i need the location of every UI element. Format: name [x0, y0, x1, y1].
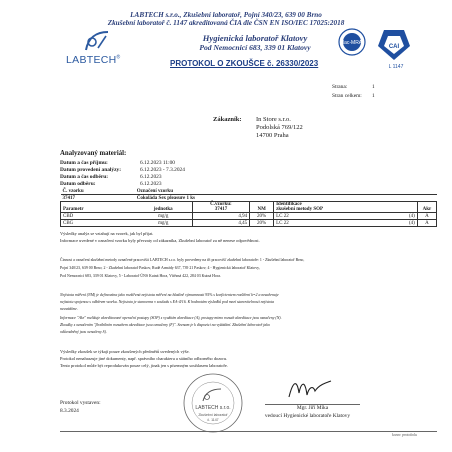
address-note-2: Pojní 340/23, 639 00 Brno; 2 - Zkušební laboratoř Paskov, Rudé Armády 637, 739 21 Paskov; 4 - Hygienická laboratoř Klatovy, [60, 266, 260, 270]
row-unit: mg/g [135, 212, 192, 219]
header-line-2: Zkušební laboratoř č. 1147 akreditovaná ČIA dle ČSN EN ISO/IEC 17025:2018 [107, 19, 345, 27]
customer-city: 14700 Praha [256, 132, 289, 139]
signer-role: vedoucí Hygienické laboratoře Klatovy [264, 413, 351, 419]
pages-total-label: Stran celkem: [332, 93, 362, 99]
row-unit: mg/g [135, 219, 192, 226]
material-title: Analyzovaný materiál: [60, 150, 127, 157]
row-value: 4,94 [192, 212, 249, 219]
labtech-logo-text: LABTECH® [66, 54, 121, 66]
row-param: CBG [61, 219, 135, 226]
accreditation-note-2: Zkoušky s označením "flexibilním rozsahem akreditace jsou označeny (F)". Seznam je k dispozici na vyžádání. Zkušební laboratoř jako [60, 323, 270, 327]
page-value: 1 [372, 84, 375, 90]
results-table [60, 187, 437, 227]
accreditation-marks [336, 26, 416, 70]
protocol-title: PROTOKOL O ZKOUŠCE č. 26330/2023 [170, 59, 319, 68]
footer-divider [60, 431, 437, 432]
sampling-time-label: Datum a čas odběru: [60, 174, 109, 180]
col-sample-label: Označení vzorku [135, 187, 437, 194]
row-value: 4,45 [192, 219, 249, 226]
labtech-logo [58, 26, 148, 72]
analysis-date-label: Datum provedení analýzy: [60, 167, 121, 173]
row-akr: A [417, 219, 436, 226]
svg-text:Zkušební laboratoř: Zkušební laboratoř [198, 413, 228, 417]
closing-note-1: Výsledky zkoušek se týkají pouze zkoušených předmětů uvedených výše. [60, 349, 190, 354]
col-unit: jednotka [135, 201, 192, 212]
col-uncertainty: NM [250, 201, 274, 212]
note-sample: Výsledky analýz se vztahují na vzorek, jak byl přijat. [60, 231, 154, 236]
header-line-1: LABTECH s.r.o., Zkušební laboratoř, Pojní 340/23, 639 00 Brno [130, 11, 322, 19]
sample-name: Čokoláda Sex pleasure 1 ks [136, 195, 195, 201]
row-sop: LC 22 [274, 212, 394, 219]
labtech-logo-icon [78, 26, 118, 54]
row-note: (4) [393, 212, 417, 219]
col-sample-value: Č.vzorku: 37417 [192, 201, 249, 212]
table-row [61, 212, 437, 219]
sampling-date-label: Datum odběru: [60, 181, 96, 187]
row-nm: 20% [250, 219, 274, 226]
customer-name: In Store s.r.o. [256, 116, 291, 123]
lab-stamp [181, 371, 245, 435]
ilac-cai-logos [336, 26, 416, 70]
col-accreditation: Akr [417, 201, 436, 212]
sampling-time-value: 6.12.2023 [140, 174, 162, 180]
col-sample-no: Č. vzorku [61, 187, 135, 194]
lab-name: Hygienická laboratoř Klatovy [202, 33, 308, 43]
address-note-1: Činnost a označení zkušební metody označené pracovišti LABTECH s.r.o. byly provedeny na tři pracovišť zkušební laboratoře: 1 - Zkušební laboratoř Brno, [60, 258, 305, 262]
uncertainty-note-3: neuvádíme. [60, 307, 78, 311]
closing-note-3: Tento protokol může být reprodukován pouze celý, jinak jen s písemným souhlasem laboratoře. [60, 363, 228, 368]
sample-id: 37417 [62, 195, 75, 201]
col-parameter: Parametr [61, 201, 135, 212]
svg-text:ilac-MRA: ilac-MRA [341, 40, 363, 46]
note-liability: Informace uvedené v označení vzorku byly převzaty od zákazníka, Zkušební laboratoř za ně nenese odpovědnost. [60, 238, 260, 243]
row-param: CBD [61, 212, 135, 219]
issued-label: Protokol vystaven: [60, 400, 101, 406]
page-label: Strana: [332, 84, 348, 90]
customer-street: Podolská 769/122 [256, 124, 303, 131]
uncertainty-note-2: nejistotu spojenou s odběrem vzorku. Nejistota je stanovena v souladu s EA-4/16. K hodnotám výsledků pod mezí stanovitelnosti nejistota [60, 300, 275, 304]
receipt-label: Datum a čas příjmu: [60, 160, 108, 166]
signature [285, 375, 335, 403]
svg-text:LABTECH s.r.o.: LABTECH s.r.o. [195, 405, 231, 411]
analysis-date-value: 6.12.2023 - 7.3.2024 [140, 167, 185, 173]
customer-label: Zákazník: [213, 116, 242, 123]
uncertainty-note-1: Nejistota měření (NM) je definována jako rozšířená nejistota měření na hladině významnosti 95% s koeficientem rozšíření k=2 a nezahrnuje [60, 293, 279, 297]
pages-total-value: 1 [372, 93, 375, 99]
end-of-protocol: konec protokolu [392, 433, 418, 437]
address-note-3: Pod Nemocnicí 683, 339 01 Klatovy, 5 - Laboratoř ÚNS Kutná Hora, Vítězná 422, 284 03 Kutná Hora. [60, 274, 221, 278]
closing-note-2: Protokol nenahrazuje jiné dokumenty, např. správního charakteru a státního odborného dozoru. [60, 356, 228, 361]
receipt-value: 6.12.2023 11:00 [140, 160, 175, 166]
row-akr: A [417, 212, 436, 219]
signer-name: Mgr. Jiří Míka [296, 405, 329, 411]
table-row [61, 219, 437, 226]
accreditation-note-3: odůvodněný jsou označeny S). [60, 330, 107, 334]
lab-address: Pod Nemocnicí 683, 339 01 Klatovy [199, 43, 311, 52]
col-method: Identifikace zkušební metody SOP [274, 201, 418, 212]
accreditation-note-1: Informace "Akr" rozlišuje akreditované operační postupy (SOP) s využitím akreditace (A), postupy mimo rozsah akreditace jsou označeny (N). [60, 316, 282, 320]
row-note: (4) [393, 219, 417, 226]
svg-text:L 1147: L 1147 [388, 64, 404, 70]
svg-text:č. 1147: č. 1147 [207, 418, 219, 422]
row-sop: LC 22 [274, 219, 394, 226]
svg-text:CAI: CAI [388, 44, 400, 50]
issued-date: 8.3.2024 [60, 408, 79, 414]
row-nm: 20% [250, 212, 274, 219]
sampling-date-value: 6.12.2023 [140, 181, 162, 187]
